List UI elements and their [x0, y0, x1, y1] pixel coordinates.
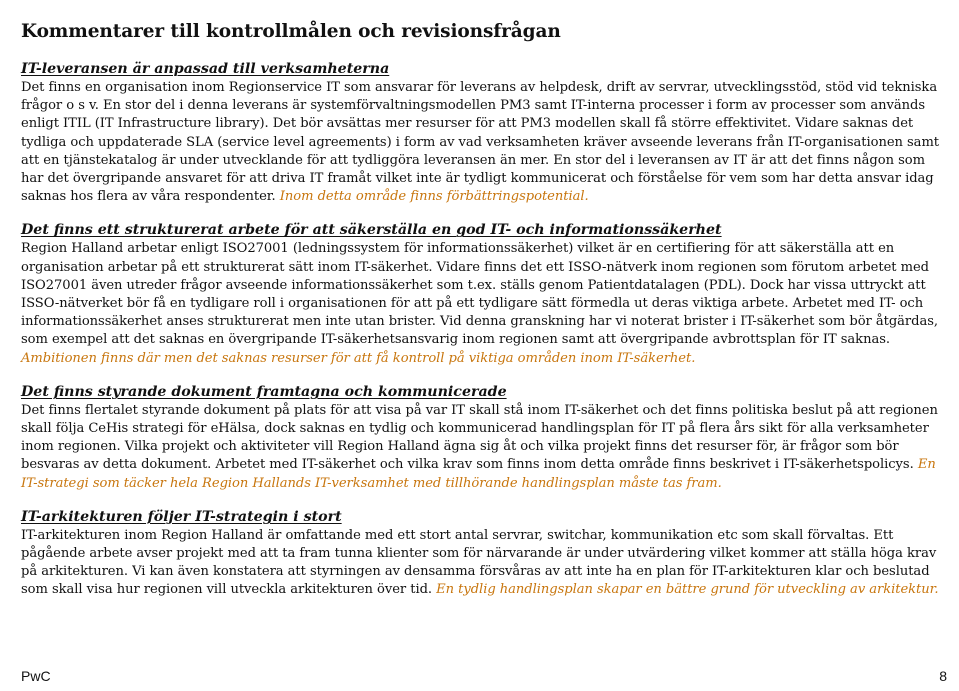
- section-styrande-dokument: [21, 383, 946, 493]
- conclusion-text: Inom detta område finns förbättringspotential.: [279, 189, 589, 205]
- section-it-arkitektur: [21, 508, 946, 600]
- body-text: IT-arkitekturen inom Region Halland är omfattande med ett stort antal servrar, switchar, kommunikation etc som skall förvaltas. Ett pågående arbete avser projekt med att ta fram tunna klienter som för närvarande är under utvärdering vilket kommer att ställa höga krav på arkitekturen. Vi kan även konstatera att styrningen av densamma försvåras av att inte ha en plan för IT-arkitekturen klar och beslutad som skall visa hur regionen vill utveckla arkitekturen över tid.: [21, 527, 937, 598]
- section-body: [21, 527, 946, 600]
- section-heading: Det finns styrande dokument framtagna och kommunicerade: [21, 383, 507, 400]
- section-body: [21, 402, 946, 493]
- conclusion-text: En IT-strategi som täcker hela Region Hallands IT-verksamhet med tillhörande handlingsplan måste tas fram.: [21, 457, 936, 491]
- section-body: [21, 240, 946, 367]
- body-text: Det finns flertalet styrande dokument på plats för att visa på var IT skall stå inom IT-säkerhet och det finns politiska beslut på att regionen skall följa CeHis strategi för eHälsa, dock saknas en tydlig och kommunicerad handlingsplan för IT på flera års sikt för alla verksamheter inom regionen. Vilka projekt och aktiviteter vill Region Halland ägna sig åt och vilka projekt finns det resurser för, är frågor som bör besvaras av detta dokument. Arbetet med IT-säkerhet och vilka krav som finns inom detta område finns beskrivet i IT-säkerhetspolicys.: [21, 402, 938, 473]
- section-heading: Det finns ett strukturerat arbete för att säkerställa en god IT- och informationssäkerhet: [21, 222, 722, 239]
- footer-company: PwC: [21, 668, 51, 684]
- body-text: Det finns en organisation inom Regionservice IT som ansvarar för leverans av helpdesk, drift av servrar, utvecklingsstöd, stöd vid tekniska frågor o s v. En stor del i denna leverans är systemförvaltningsmodellen PM3 samt IT-interna processer i form av processer som används enligt ITIL (IT Infrastructure library). Det bör avsättas mer resurser för att PM3 modellen skall få större effektivitet. Vidare saknas det tydliga och uppdaterade SLA (service level agreements) i form av vad verksamheten kräver avseende leverans från IT-organisationen samt att en tjänstekatalog är under utvecklande för att tydliggöra leveransen än mer. En stor del i leveransen av IT är att det finns någon som har det övergripande ansvaret för att driva IT framåt vilket inte är tydligt kommunicerat och förståelse för vem som har detta ansvar idag saknas hos flera av våra respondenter.: [21, 80, 940, 205]
- document-page: [21, 20, 946, 615]
- conclusion-text: Ambitionen finns där men det saknas resurser för att få kontroll på viktiga områden inom IT-säkerhet.: [21, 350, 696, 366]
- section-heading: IT-leveransen är anpassad till verksamheterna: [21, 61, 390, 77]
- section-it-leverans: [21, 60, 946, 206]
- section-heading: IT-arkitekturen följer IT-strategin i stort: [21, 508, 342, 525]
- footer-page-number: 8: [939, 668, 947, 684]
- conclusion-text: En tydlig handlingsplan skapar en bättre grund för utveckling av arkitektur.: [436, 582, 939, 598]
- section-body: [21, 79, 946, 206]
- body-text: Region Halland arbetar enligt ISO27001 (ledningssystem för informationssäkerhet) vilket är en certifiering för att säkerställa att en organisation arbetar på ett strukturerat sätt inom IT-säkerhet. Vidare finns det ett ISSO-nätverk inom regionen som förutom arbetet med ISO27001 även utreder frågor avseende informationssäkerhet som t.ex. ställs genom Patientdatalagen (PDL). Dock har vissa uttryckt att ISSO-nätverket bör få en tydligare roll i organisationen för att på ett tydligare sätt förmedla ut deras viktiga arbete. Arbetet med IT- och informationssäkerhet anses strukturerat men inte utan brister. Vid denna granskning har vi noterat brister i IT-säkerhet som bör åtgärdas, som exempel att det saknas en övergripande IT-säkerhetsansvarig inom regionen samt att övergripande avbrottsplan för IT saknas.: [21, 241, 939, 348]
- page-title: Kommentarer till kontrollmålen och revisionsfrågan: [21, 21, 561, 42]
- section-it-sakerhet: [21, 221, 946, 367]
